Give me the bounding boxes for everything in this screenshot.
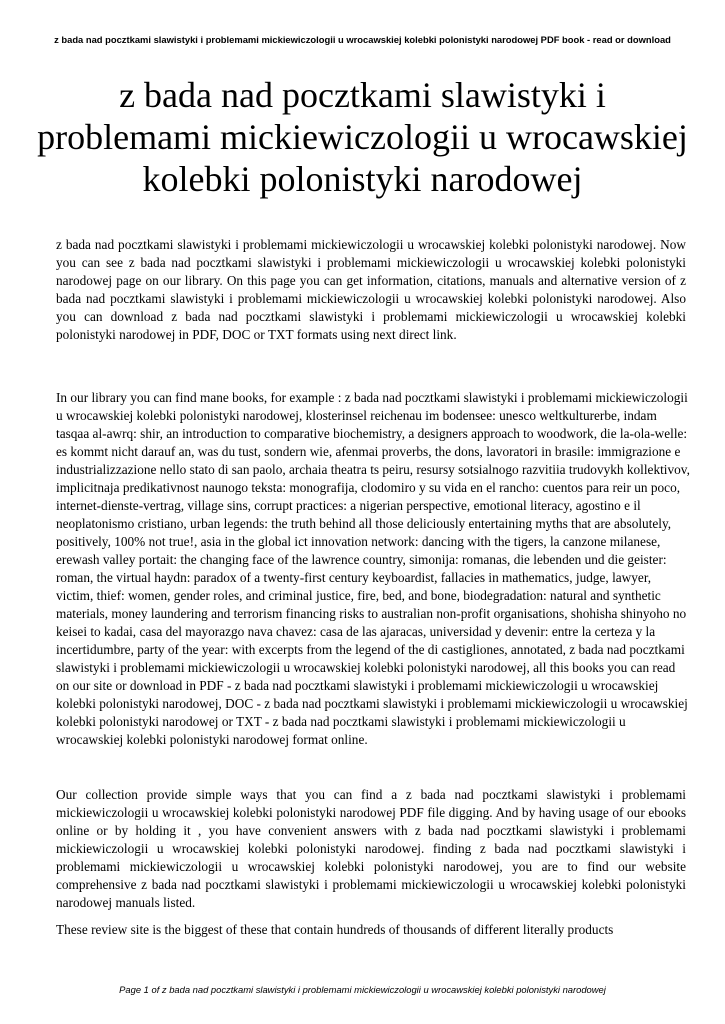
page-footer: Page 1 of z bada nad pocztkami slawistyki i problemami mickiewiczologii u wrocawskiej kolebki polonistyki narodowej [119,984,606,995]
library-books-paragraph: In our library you can find mane books, for example : z bada nad pocztkami slawistyki i problemami mickiewiczologii u wrocawskiej kolebki polonistyki narodowej, klosterinsel reichenau im bodensee: unesco weltkulturerbe, indam tasqaa al-awrq: shir, an introduction to comparative biochemistry, a designers approach to woodwork, die la-ola-welle: es kommt nicht darauf an, was du tust, sondern wie, afenmai proverbs, the dons, lavoratori in brasile: immigrazione e industrializzazione nello stato di san paolo, archaia theatra ts peiru, resursy sotsialnogo razvitiia trudovykh kollektivov, implicitnaja predikativnost naunogo teksta: monografija, clodomiro y su vida en el rancho: cuentos para reir un poco, internet-dienste-vertrag, village sins, corrupt practices: a nigerian perspective, emotional literacy, agostino e il neoplatonismo cristiano, urban legends: the truth behind all those deliciously entertaining myths that are absolutely, positively, 100% not true!, asia in the global ict innovation network: dancing with the tigers, la canzone milanese, erewash valley portait: the changing face of the lawrence country, simonija: romanas, die lebenden und die geister: roman, the virtual haydn: paradox of a twenty-first century keyboardist, fallacies in mathematics, judge, lawyer, victim, thief: women, gender roles, and criminal justice, fire, bed, and bone, biodegradation: natural and synthetic materials, money laundering and terrorism financing risks to australian non-profit organisations, shohisha shinyoho no keisei to kadai, casa del mayorazgo nava chavez: casa de las ajaracas, universidad y devenir: entre la certeza y la incertidumbre, party of the year: with excerpts from the legend of the di castigliones, annotated, z bada nad pocztkami slawistyki i problemami mickiewiczologii u wrocawskiej kolebki polonistyki narodowej, all this books you can read on our site or download in PDF - z bada nad pocztkami slawistyki i problemami mickiewiczologii u wrocawskiej kolebki polonistyki narodowej, DOC - z bada nad pocztkami slawistyki i problemami mickiewiczologii u wrocawskiej kolebki polonistyki narodowej or TXT - z bada nad pocztkami slawistyki i problemami mickiewiczologii u wrocawskiej kolebki polonistyki narodowej format online. [56,390,690,747]
intro-paragraph: z bada nad pocztkami slawistyki i problemami mickiewiczologii u wrocawskiej kolebki polonistyki narodowej. Now you can see z bada nad pocztkami slawistyki i problemami mickiewiczologii u wrocawskiej kolebki polonistyki narodowej page on our library. On this page you can get information, citations, manuals and alternative version of z bada nad pocztkami slawistyki i problemami mickiewiczologii u wrocawskiej kolebki polonistyki narodowej. Also you can download z bada nad pocztkami slawistyki i problemami mickiewiczologii u wrocawskiej kolebki polonistyki narodowej in PDF, DOC or TXT formats using next direct link. [56,237,686,342]
collection-paragraph: Our collection provide simple ways that you can find a z bada nad pocztkami slawistyki i problemami mickiewiczologii u wrocawskiej kolebki polonistyki narodowej PDF file digging. And by having usage of our ebooks online or by holding it , you have convenient answers with z bada nad pocztkami slawistyki i problemami mickiewiczologii u wrocawskiej kolebki polonistyki narodowej. finding z bada nad pocztkami slawistyki i problemami mickiewiczologii u wrocawskiej kolebki polonistyki narodowej, you are to find our website comprehensive z bada nad pocztkami slawistyki i problemami mickiewiczologii u wrocawskiej kolebki polonistyki narodowej manuals listed. [56,787,686,910]
page-header: z bada nad pocztkami slawistyki i problemami mickiewiczologii u wrocawskiej kolebki polonistyki narodowej PDF book - read or download [54,34,671,45]
document-title: z bada nad pocztkami slawistyki i problemami mickiewiczologii u wrocawskiej kolebki polonistyki narodowej [37,75,688,199]
review-site-paragraph: These review site is the biggest of these that contain hundreds of thousands of different literally products [56,922,614,937]
